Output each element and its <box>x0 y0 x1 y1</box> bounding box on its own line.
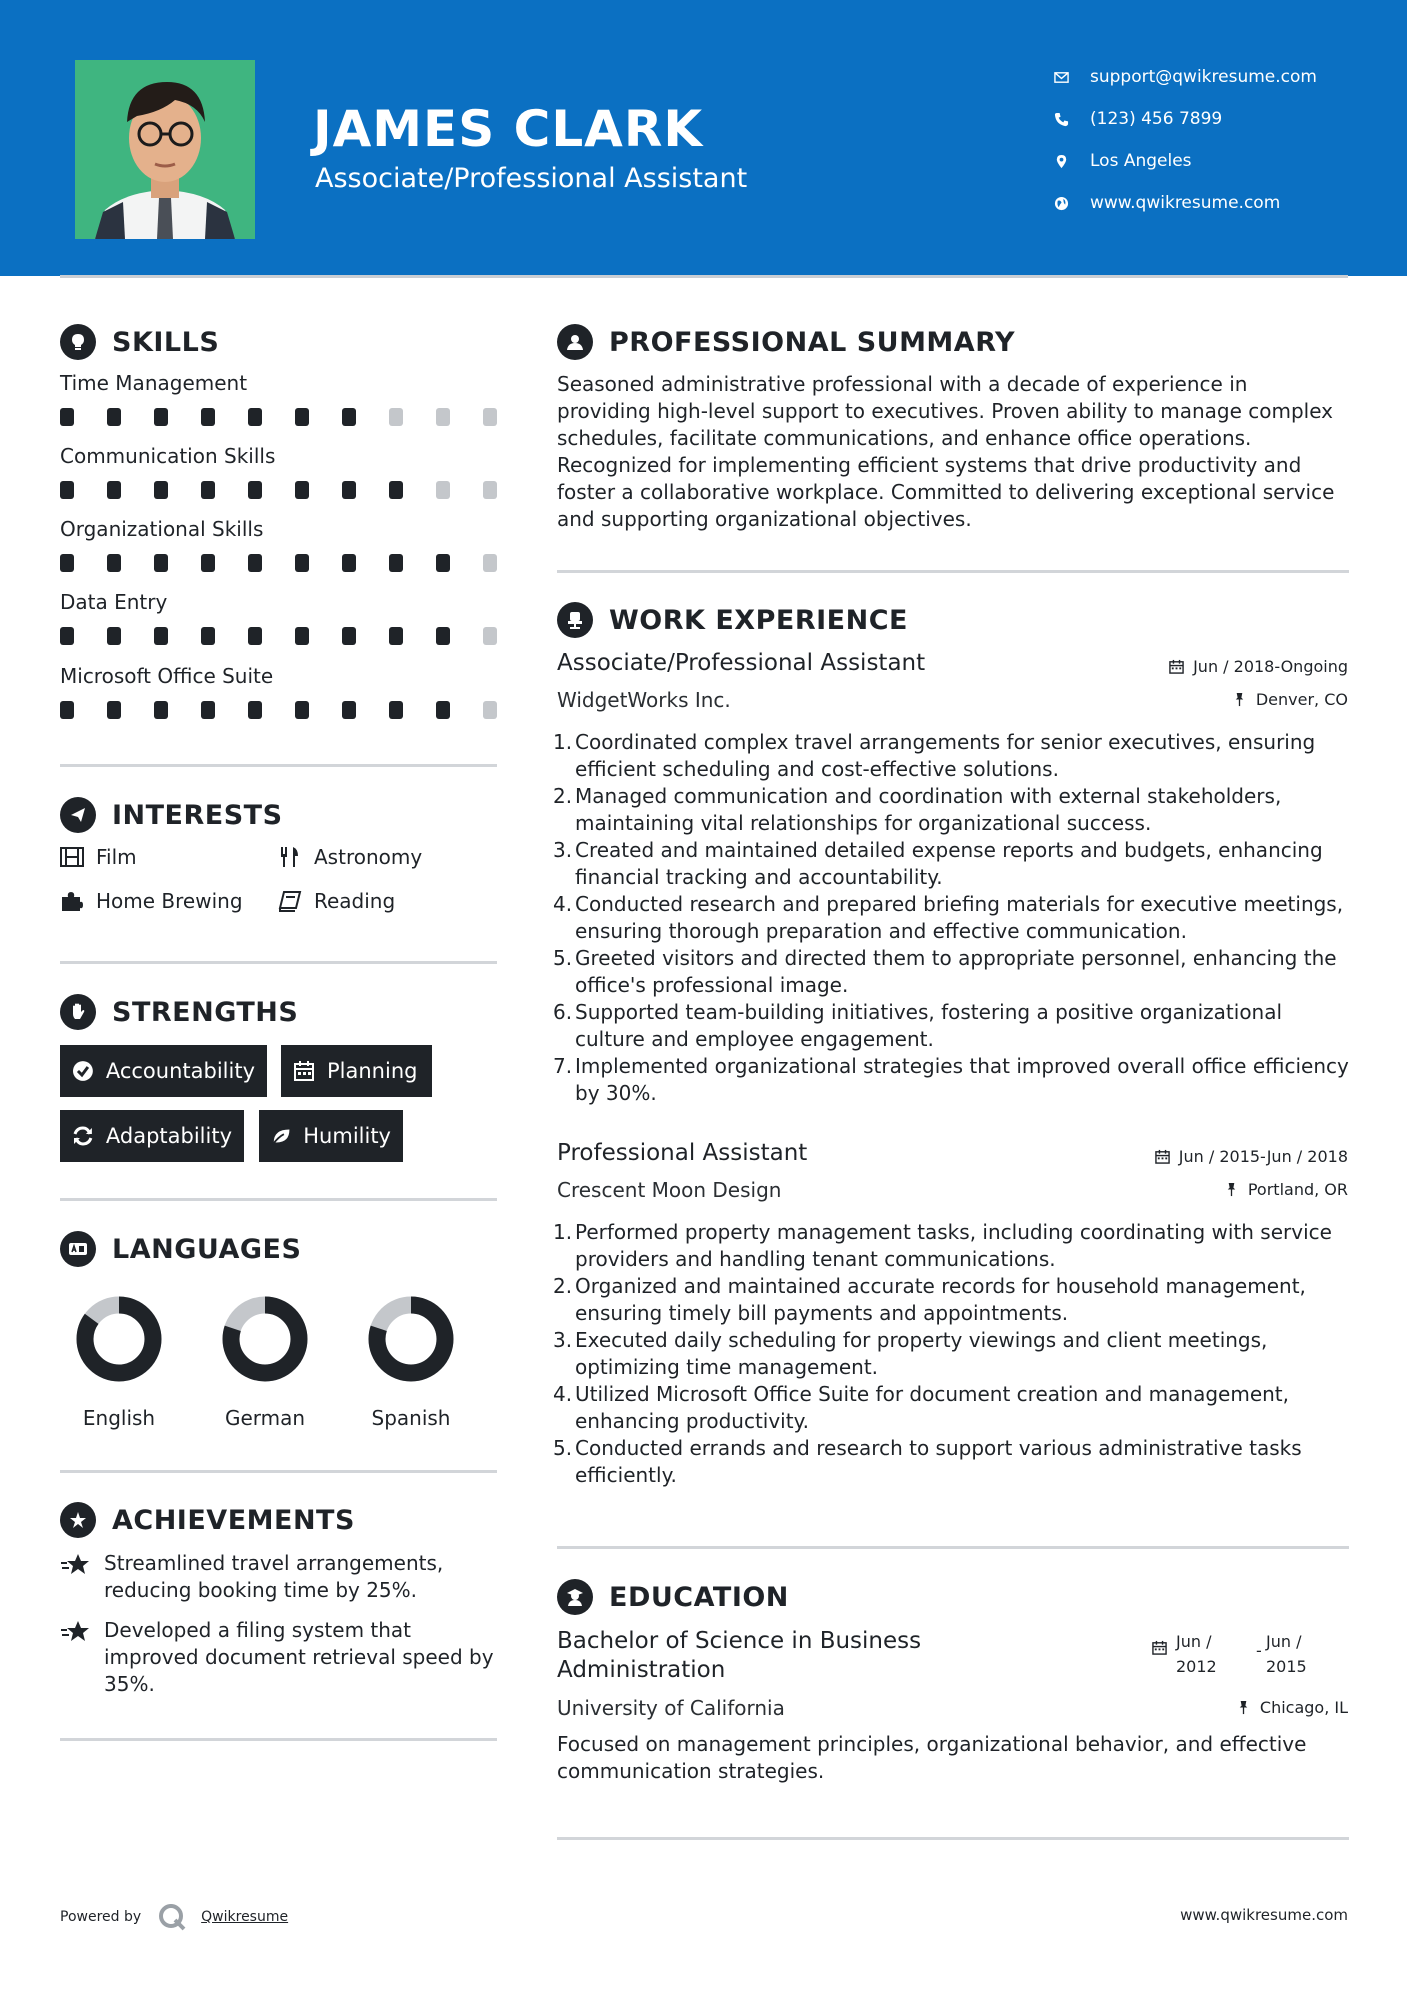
education-dates <box>1152 1629 1307 1679</box>
achievements-heading <box>60 1502 355 1538</box>
contact-location <box>1054 140 1317 182</box>
languages-title: LANGUAGES <box>112 1233 302 1265</box>
skill-dot-filled <box>107 408 121 426</box>
skill-dot-filled <box>201 554 215 572</box>
skill-item <box>60 590 500 645</box>
skill-dot-filled <box>107 554 121 572</box>
section-divider <box>60 1198 497 1201</box>
phone-icon <box>1054 112 1090 127</box>
strengths-heading <box>60 994 298 1030</box>
lightbulb-icon <box>60 324 96 360</box>
skill-dot-filled <box>201 481 215 499</box>
skill-dot-filled <box>154 408 168 426</box>
contact-website-text: www.qwikresume.com <box>1090 193 1281 213</box>
skill-item <box>60 517 500 572</box>
skill-label: Data Entry <box>60 590 168 614</box>
skill-dot-filled <box>154 554 168 572</box>
job-company: WidgetWorks Inc. <box>557 688 731 712</box>
interest-label: Home Brewing <box>96 889 243 913</box>
skill-item <box>60 444 500 499</box>
candidate-title: Associate/Professional Assistant <box>315 163 748 194</box>
education-location <box>1236 1698 1348 1717</box>
strength-label: Planning <box>327 1059 418 1083</box>
job-bullet: 4. Utilized Microsoft Office Suite for document creation and management, enhancing productivity. <box>553 1382 1289 1433</box>
education-location-text: Chicago, IL <box>1259 1698 1348 1717</box>
skill-dot-filled <box>295 627 309 645</box>
summary-heading <box>557 324 1015 360</box>
skill-dot-empty <box>483 554 497 572</box>
strength-chip <box>259 1110 403 1162</box>
strength-chip <box>60 1045 267 1097</box>
skill-dot-filled <box>342 554 356 572</box>
summary-title: PROFESSIONAL SUMMARY <box>609 326 1016 358</box>
contact-location-text: Los Angeles <box>1090 151 1192 171</box>
qwikresume-link[interactable]: Qwikresume <box>201 1909 289 1925</box>
strength-label: Adaptability <box>105 1124 232 1148</box>
interests-heading <box>60 797 283 833</box>
hand-icon <box>60 994 96 1030</box>
skill-dot-filled <box>60 481 74 499</box>
calendar-icon <box>1169 659 1184 674</box>
language-item <box>59 1296 179 1430</box>
pin-icon <box>1236 1700 1251 1715</box>
skill-dot-filled <box>389 627 403 645</box>
star-icon <box>60 1552 90 1578</box>
skill-dot-filled <box>154 481 168 499</box>
skill-dot-filled <box>389 701 403 719</box>
skill-dot-filled <box>295 408 309 426</box>
skill-rating <box>60 408 497 426</box>
language-label: English <box>82 1406 156 1430</box>
job-bullet: 5. Conducted errands and research to support various administrative tasks efficiently. <box>553 1436 1302 1487</box>
refresh-icon <box>72 1125 94 1147</box>
job-bullet: 2. Organized and maintained accurate records for household management, ensuring timely bill payments and appointments. <box>553 1274 1306 1325</box>
qwikresume-logo-icon <box>157 1902 187 1932</box>
education-heading <box>557 1579 789 1615</box>
job-title: Professional Assistant <box>557 1140 808 1166</box>
job-dates-text: Jun / 2018-Ongoing <box>1193 657 1348 676</box>
interest-item <box>278 845 422 869</box>
skill-dot-filled <box>107 627 121 645</box>
job-dates <box>1155 1147 1348 1166</box>
language-item <box>205 1296 325 1430</box>
job-bullet: 3. Executed daily scheduling for property viewings and client meetings, optimizing time management. <box>553 1328 1268 1379</box>
degree-line: Administration <box>557 1657 726 1683</box>
skill-dot-filled <box>436 701 450 719</box>
calendar-icon <box>1152 1640 1167 1655</box>
utensils-icon <box>278 846 302 868</box>
section-divider <box>60 764 497 767</box>
skill-dot-empty <box>483 481 497 499</box>
skill-rating <box>60 554 497 572</box>
puzzle-icon <box>60 890 84 912</box>
interest-item <box>60 845 137 869</box>
job-bullet: 2. Managed communication and coordination with external stakeholders, maintaining vital relationships for organizational success. <box>553 784 1282 835</box>
skill-dot-empty <box>436 408 450 426</box>
skill-dot-filled <box>295 554 309 572</box>
achievement-text: Streamlined travel arrangements, reducing booking time by 25%. <box>104 1551 444 1602</box>
skill-dot-filled <box>436 554 450 572</box>
contact-phone-text: (123) 456 7899 <box>1090 109 1223 129</box>
profile-photo <box>75 60 255 239</box>
user-icon <box>557 324 593 360</box>
book-icon <box>278 890 302 912</box>
education-date-dash: - <box>1256 1641 1262 1660</box>
interest-label: Astronomy <box>314 845 423 869</box>
education-title: EDUCATION <box>609 1581 789 1613</box>
skill-label: Microsoft Office Suite <box>60 664 274 688</box>
skill-dot-filled <box>248 701 262 719</box>
skill-dot-filled <box>436 627 450 645</box>
education-start-year: 2012 <box>1176 1657 1217 1676</box>
footer-powered-by <box>60 1902 288 1932</box>
education-end <box>1266 1629 1307 1679</box>
job-bullets <box>553 729 1349 1107</box>
experience-heading <box>557 602 908 638</box>
contact-email[interactable] <box>1054 56 1317 98</box>
contact-email-text: support@qwikresume.com <box>1090 67 1317 87</box>
calendar-icon <box>1155 1149 1170 1164</box>
interests-title: INTERESTS <box>112 799 283 831</box>
language-item <box>351 1296 471 1430</box>
job-location-text: Denver, CO <box>1255 690 1348 709</box>
calendar-icon <box>293 1060 315 1082</box>
skill-dot-filled <box>248 554 262 572</box>
job-bullets <box>553 1219 1349 1489</box>
skill-dot-filled <box>248 627 262 645</box>
footer-url[interactable]: www.qwikresume.com <box>1180 1906 1348 1924</box>
contact-website[interactable] <box>1054 182 1317 224</box>
paper-plane-icon <box>60 797 96 833</box>
skill-label: Communication Skills <box>60 444 276 468</box>
skill-dot-filled <box>342 481 356 499</box>
contact-phone[interactable] <box>1054 98 1317 140</box>
skill-dot-filled <box>107 481 121 499</box>
strength-chip <box>281 1045 432 1097</box>
skill-dot-filled <box>295 481 309 499</box>
language-label: German <box>224 1406 306 1430</box>
skill-dot-filled <box>248 408 262 426</box>
experience-title: WORK EXPERIENCE <box>609 604 908 636</box>
interest-item <box>278 889 395 913</box>
education-end-year: 2015 <box>1266 1657 1307 1676</box>
skill-item <box>60 664 500 719</box>
section-divider <box>60 1738 497 1741</box>
strengths-title: STRENGTHS <box>112 996 299 1028</box>
skill-dot-filled <box>201 701 215 719</box>
skill-dot-filled <box>60 701 74 719</box>
section-divider <box>557 1546 1349 1549</box>
skill-dot-filled <box>248 481 262 499</box>
education-description: Focused on management principles, organizational behavior, and effective communication strategies. <box>557 1732 1307 1783</box>
skills-heading <box>60 324 219 360</box>
film-icon <box>60 846 84 868</box>
interest-item <box>60 889 243 913</box>
skill-rating <box>60 481 497 499</box>
job-bullet: 1. Coordinated complex travel arrangements for senior executives, ensuring efficient scheduling and cost-effective solutions. <box>553 730 1316 781</box>
strength-chip <box>60 1110 244 1162</box>
achievement-item <box>60 1617 500 1698</box>
job-bullet: 5. Greeted visitors and directed them to appropriate personnel, enhancing the office's professional image. <box>553 946 1337 997</box>
job-company: Crescent Moon Design <box>557 1178 782 1202</box>
skill-dot-filled <box>201 627 215 645</box>
envelope-icon <box>1054 70 1090 85</box>
header-divider <box>60 275 1348 278</box>
language-label: Spanish <box>371 1406 451 1430</box>
office-chair-icon <box>557 602 593 638</box>
skill-dot-filled <box>342 701 356 719</box>
school-name: University of California <box>557 1696 785 1720</box>
skill-label: Organizational Skills <box>60 517 264 541</box>
skill-dot-empty <box>436 481 450 499</box>
job-location-text: Portland, OR <box>1247 1180 1348 1199</box>
achievement-item <box>60 1550 500 1604</box>
language-ring <box>368 1296 454 1382</box>
contact-list <box>1054 56 1317 224</box>
skill-dot-filled <box>342 627 356 645</box>
job-bullet: 1. Performed property management tasks, including coordinating with service providers and handling tenant communications. <box>553 1220 1332 1271</box>
graduation-icon <box>557 1579 593 1615</box>
job-bullet: 6. Supported team-building initiatives, fostering a positive organizational culture and employee engagement. <box>553 1000 1283 1051</box>
strength-label: Humility <box>303 1124 391 1148</box>
skill-dot-filled <box>154 627 168 645</box>
skill-dot-filled <box>389 554 403 572</box>
skills-title: SKILLS <box>112 326 220 358</box>
skill-rating <box>60 627 497 645</box>
skill-dot-empty <box>483 408 497 426</box>
interest-label: Film <box>96 845 137 869</box>
skill-dot-filled <box>107 701 121 719</box>
education-end-month: Jun / <box>1266 1632 1302 1651</box>
skill-dot-empty <box>483 627 497 645</box>
summary-text: Seasoned administrative professional with a decade of experience in providing high-level support to executives. Proven ability to manage complex schedules, facilitate communications, and enhance office operations. Recognized for implementing efficient systems that drive productivity and foster a collaborative workplace. Committed to delivering exceptional service and supporting organizational objectives. <box>557 372 1335 531</box>
pin-icon <box>1232 692 1247 707</box>
skill-label: Time Management <box>60 371 248 395</box>
section-divider <box>557 1837 1349 1840</box>
skill-dot-filled <box>295 701 309 719</box>
degree-title <box>557 1627 921 1685</box>
check-circle-icon <box>72 1060 94 1082</box>
strength-label: Accountability <box>105 1059 255 1083</box>
skill-dot-filled <box>60 554 74 572</box>
job-location <box>1232 690 1348 709</box>
skill-dot-filled <box>154 701 168 719</box>
job-bullet: 3. Created and maintained detailed expense reports and budgets, enhancing financial tracking and accountability. <box>553 838 1323 889</box>
pin-icon <box>1224 1182 1239 1197</box>
powered-by-text: Powered by <box>60 1909 142 1925</box>
map-pin-icon <box>1054 154 1090 169</box>
language-icon <box>60 1231 96 1267</box>
skill-item <box>60 371 500 426</box>
skill-dot-filled <box>60 627 74 645</box>
leaf-icon <box>271 1125 291 1147</box>
job-location <box>1224 1180 1348 1199</box>
skill-dot-empty <box>389 408 403 426</box>
section-divider <box>60 1470 497 1473</box>
section-divider <box>557 570 1349 573</box>
star-badge-icon <box>60 1502 96 1538</box>
languages-heading <box>60 1231 301 1267</box>
education-start <box>1176 1629 1256 1679</box>
interest-label: Reading <box>314 889 396 913</box>
section-divider <box>60 961 497 964</box>
star-icon <box>60 1619 90 1645</box>
job-dates <box>1169 657 1348 676</box>
achievements-title: ACHIEVEMENTS <box>112 1504 355 1536</box>
language-ring <box>76 1296 162 1382</box>
language-ring <box>222 1296 308 1382</box>
globe-icon <box>1054 196 1090 211</box>
skill-dot-filled <box>389 481 403 499</box>
job-dates-text: Jun / 2015-Jun / 2018 <box>1178 1147 1348 1166</box>
skill-dot-empty <box>483 701 497 719</box>
skill-dot-filled <box>342 408 356 426</box>
achievement-text: Developed a filing system that improved document retrieval speed by 35%. <box>104 1618 494 1696</box>
education-start-month: Jun / <box>1176 1632 1212 1651</box>
degree-line: Bachelor of Science in Business <box>557 1628 922 1654</box>
skill-rating <box>60 701 497 719</box>
job-title: Associate/Professional Assistant <box>557 650 926 676</box>
skill-dot-filled <box>60 408 74 426</box>
job-bullet: 4. Conducted research and prepared briefing materials for executive meetings, ensuring thorough preparation and effective communication. <box>553 892 1344 943</box>
job-bullet: 7. Implemented organizational strategies that improved overall office efficiency by 30%. <box>553 1054 1349 1105</box>
candidate-name: JAMES CLARK <box>313 100 704 158</box>
skill-dot-filled <box>201 408 215 426</box>
